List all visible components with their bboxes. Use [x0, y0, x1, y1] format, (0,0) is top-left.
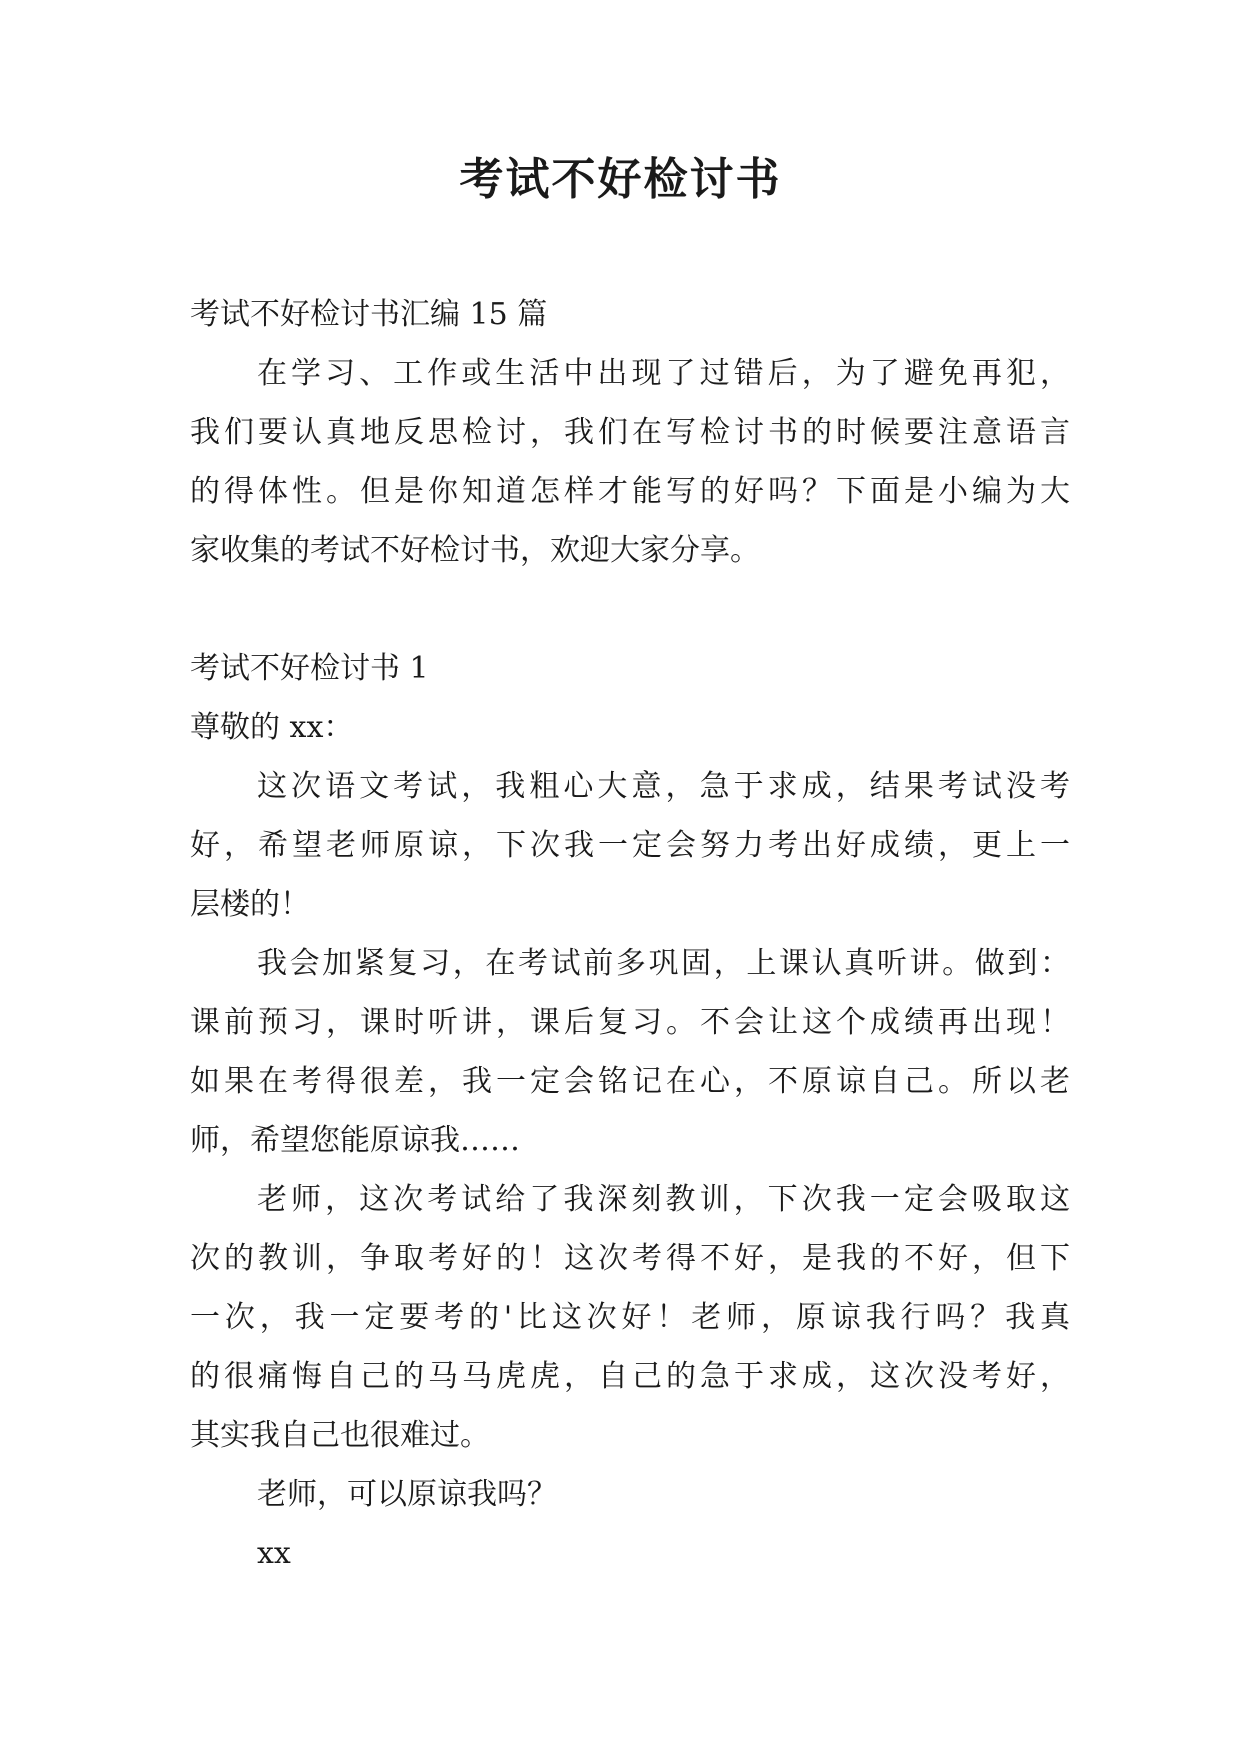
intro-line: 的得体性。但是你知道怎样才能写的好吗？下面是小编为大	[190, 474, 1070, 509]
paragraph-line: 好，希望老师原谅，下次我一定会努力考出好成绩，更上一	[190, 828, 1070, 863]
paragraph-3	[190, 1170, 1070, 1465]
intro-line: 我们要认真地反思检讨，我们在写检讨书的时候要注意语言	[190, 415, 1070, 450]
paragraph-line: 的很痛悔自己的马马虎虎，自己的急于求成，这次没考好，	[190, 1359, 1070, 1394]
paragraph-line: 如果在考得很差，我一定会铭记在心，不原谅自己。所以老	[190, 1064, 1070, 1099]
paragraph-line: 老师，这次考试给了我深刻教训，下次我一定会吸取这	[257, 1182, 1070, 1217]
section-heading: 考试不好检讨书 1	[190, 651, 429, 686]
paragraph-2	[190, 934, 1070, 1170]
signature: xx	[257, 1536, 291, 1571]
salutation: 尊敬的 xx：	[190, 710, 354, 745]
paragraph-line: 我会加紧复习，在考试前多巩固，上课认真听讲。做到：	[257, 946, 1070, 981]
paragraph-line: 一次，我一定要考的'比这次好！老师，原谅我行吗？我真	[190, 1300, 1070, 1335]
paragraph-line: 次的教训，争取考好的！这次考得不好，是我的不好，但下	[190, 1241, 1070, 1276]
document-subtitle: 考试不好检讨书汇编 15 篇	[190, 297, 548, 332]
paragraph-1	[190, 757, 1070, 934]
document-body	[190, 285, 1070, 1583]
paragraph-line: 这次语文考试，我粗心大意，急于求成，结果考试没考	[257, 769, 1070, 804]
intro-line: 家收集的考试不好检讨书，欢迎大家分享。	[190, 533, 760, 568]
intro-paragraph	[190, 344, 1070, 580]
closing-line: 老师，可以原谅我吗？	[257, 1477, 557, 1512]
intro-line: 在学习、工作或生活中出现了过错后，为了避免再犯，	[257, 356, 1070, 391]
paragraph-line: 课前预习，课时听讲，课后复习。不会让这个成绩再出现！	[190, 1005, 1070, 1040]
paragraph-line: 师，希望您能原谅我……	[190, 1123, 520, 1158]
paragraph-line: 其实我自己也很难过。	[190, 1418, 490, 1453]
document-title: 考试不好检讨书	[459, 154, 782, 205]
blank-line	[190, 580, 1070, 639]
paragraph-line: 层楼的！	[190, 887, 310, 922]
